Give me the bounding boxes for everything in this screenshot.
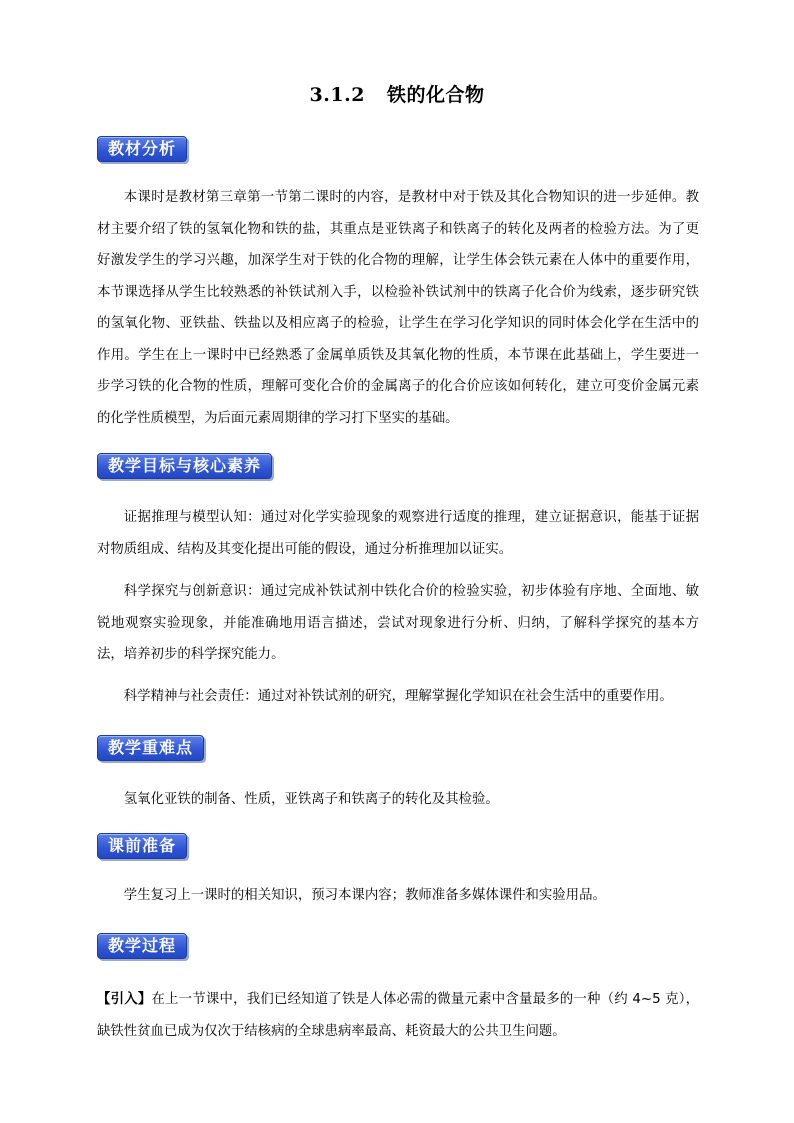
section-heading-keypoints: 教学重难点 [97, 735, 204, 761]
prep-paragraph: 学生复习上一课时的相关知识，预习本课内容；教师准备多媒体课件和实验用品。 [123, 888, 606, 903]
title-number: 3.1.2 [309, 84, 365, 106]
section-heading-prep: 课前准备 [97, 833, 187, 859]
keypoints-paragraph: 氢氧化亚铁的制备、性质，亚铁离子和铁离子的转化及其检验。 [123, 792, 499, 807]
page-title [0, 80, 794, 107]
goals-paragraph-1: 证据推理与模型认知：通过对化学实验现象的观察进行适度的推理，建立证据意识，能基于证据对物质组成、结构及其变化提出可能的假设，通过分析推理加以证实。 [97, 510, 699, 557]
title-text: 铁的化合物 [386, 84, 485, 106]
analysis-paragraph: 本课时是教材第三章第一节第二课时的内容，是教材中对于铁及其化合物知识的进一步延伸。教材主要介绍了铁的氢氧化物和铁的盐，其重点是亚铁离子和铁离子的转化及两者的检验方法。为了更好激发学生的学习兴趣，加深学生对于铁的化合物的理解，让学生体会铁元素在人体中的重要作用，本节课选择从学生比较熟悉的补铁试剂入手，以检验补铁试剂中的铁离子化合价为线索，逐步研究铁的氢氧化物、亚铁盐、铁盐以及相应离子的检验，让学生在学习化学知识的同时体会化学在生活中的作用。学生在上一课时中已经熟悉了金属单质铁及其氧化物的性质，本节课在此基础上，学生要进一步学习铁的化合物的性质，理解可变化合价的金属离子的化合价应该如何转化，建立可变价金属元素的化学性质模型，为后面元素周期律的学习打下坚实的基础。 [97, 190, 699, 426]
intro-text: 在上一节课中，我们已经知道了铁是人体必需的微量元素中含量最多的一种（约 4~5 克），缺铁性贫血已成为仅次于结核病的全球患病率最高、耗资最大的公共卫生问题。 [97, 992, 699, 1039]
goals-paragraph-2: 科学探究与创新意识：通过完成补铁试剂中铁化合价的检验实验，初步体验有序地、全面地、敏锐地观察实验现象，并能准确地用语言描述，尝试对现象进行分析、归纳，了解科学探究的基本方法，培养初步的科学探究能力。 [97, 584, 699, 662]
section-heading-analysis: 教材分析 [97, 136, 187, 162]
goals-paragraph-3: 科学精神与社会责任：通过对补铁试剂的研究，理解掌握化学知识在社会生活中的重要作用。 [123, 689, 673, 704]
intro-paragraph [97, 984, 699, 1047]
section-heading-goals: 教学目标与核心素养 [97, 453, 272, 479]
section-heading-process: 教学过程 [97, 933, 187, 959]
intro-label: 【引入】 [97, 992, 152, 1007]
